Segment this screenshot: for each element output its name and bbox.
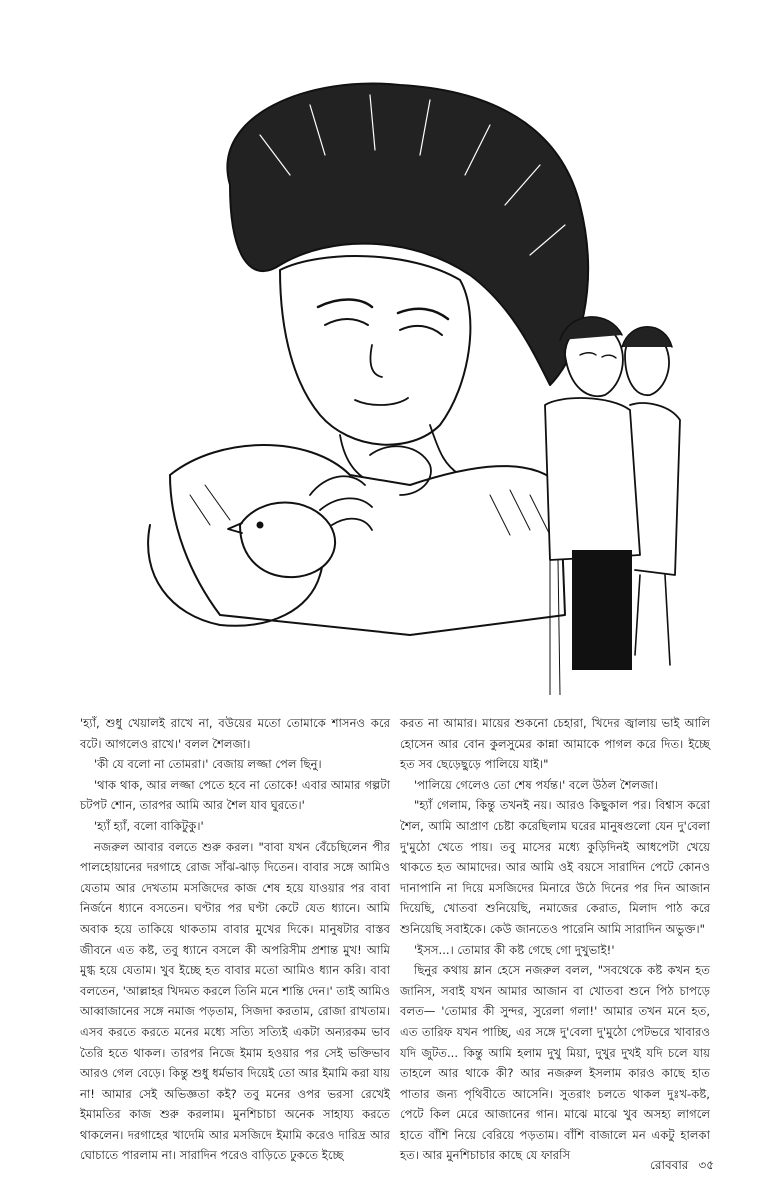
paragraph: 'হ্যাঁ হ্যাঁ, বলো বাকিটুকু।' xyxy=(94,818,204,833)
page-footer xyxy=(650,1157,714,1177)
paragraph: 'থাক থাক, আর লজ্জা পেতে হবে না তোকে! এবার আমার গল্পটা চটপট শোন, তারপর আমি আর শৈল যাব ঘুরতে।' xyxy=(80,777,390,813)
page-number: ৩৫ xyxy=(698,1158,714,1172)
boy-shirt xyxy=(170,445,565,635)
paragraph: "হ্যাঁ গেলাম, কিন্তু তখনই নয়। আরও কিছুকাল পর। বিশ্বাস করো শৈল, আমি আপ্রাণ চেষ্টা করেছিলাম ঘরের মানুষগুলো যেন দু'বেলা দু'মুঠো খেতে পায়। তবু মাসের মধ্যে কুড়িদিনই আধপেটা খেয়ে থাকতে হত আমাদের। আর আমি ওই বয়সে সারাদিন পেটে কোনও দানাপানি না দিয়ে মসজিদের মিনারে উঠে দিনের পর দিন আজান দিয়েছি, খোতবা শুনিয়েছি, নমাজের কেরাত, মিলাদ পাঠ করে শুনিয়েছি সবাইকে। কেউ জানতেও পারেনি আমি সারাদিন অভুক্ত।" xyxy=(400,798,710,936)
article-right-column xyxy=(400,713,710,1166)
article-left-column xyxy=(80,713,390,1166)
section-name: রোববার xyxy=(650,1158,689,1172)
paragraph: 'ইসস...। তোমার কী কষ্ট গেছে গো দুখুভাই!' xyxy=(414,942,615,957)
paragraph: 'পালিয়ে গেলেও তো শেষ পর্যন্ত।' বলে উঠল শৈলজা। xyxy=(414,777,659,792)
paragraph: 'কী যে বলো না তোমরা।' বেজায় লজ্জা পেল ছিনু। xyxy=(94,757,322,772)
paragraph: 'হ্যাঁ, শুধু খেয়ালই রাখে না, বউয়ের মতো তোমাকে শাসনও করে বটে। আগলেও রাখে।' বলল শৈলজা। xyxy=(80,716,390,751)
illustration xyxy=(110,55,700,695)
boy-face xyxy=(280,256,470,445)
paragraph: ছিনুর কথায় ম্লান হেসে নজরুল বলল, "সবথেকে কষ্ট কখন হত জানিস, সবাই যখন আমার আজান বা খোতবা শুনে পিঠ চাপড়ে বলত— 'তোমার কী সুন্দর, সুরেলা গলা!' আমার তখন মনে হত, এত তারিফ যখন পাচ্ছি, এর সঙ্গে দু'বেলা দু'মুঠো পেটভরে খাবারও যদি জুটত... কিন্তু আমি হলাম দুখু মিয়া, দুখুর দুখই যদি চলে যায় তাহলে আর থাকে কী? আর নজরুল ইসলাম কারও কাছে হাত পাতার জন্য পৃথিবীতে আসেনি। সুতরাং চলতে থাকল দুঃখ-কষ্ট, পেটে কিল মেরে আজানের গান। মাঝে মাঝে খুব অসহ্য লাগলে হাতে বাঁশি নিয়ে বেরিয়ে পড়তাম। বাঁশি বাজালে মন একটু হালকা হত। আর মুনশিচাচার কাছে যে ফারসি xyxy=(400,963,710,1163)
paragraph: করত না আমার। মায়ের শুকনো চেহারা, খিদের জ্বালায় ভাই আলি হোসেন আর বোন কুলসুমের কান্না আমাকে পাগল করে দিত। ইচ্ছে হত সব ছেড়েছুড়ে পালিয়ে যাই।" xyxy=(400,716,710,772)
paragraph: নজরুল আবার বলতে শুরু করল। "বাবা যখন বেঁচেছিলেন পীর পালহোয়ানের দরগাহে রোজ সাঁঝ-ঝাড় দিতেন। বাবার সঙ্গে আমিও যেতাম আর দেখতাম মসজিদের কাজ শেষ হয়ে যাওয়ার পর বাবা নির্জনে ধ্যানে বসতেন। ঘণ্টার পর ঘণ্টা কেটে যেত ধ্যানে। আমি অবাক হয়ে তাকিয়ে থাকতাম বাবার মুখের দিকে। মানুষটার বাস্তব জীবনে এত কষ্ট, তবু ধ্যানে বসলে কী অপরিসীম প্রশান্ত মুখ! আমি মুগ্ধ হয়ে যেতাম। খুব ইচ্ছে হত বাবার মতো আমিও ধ্যান করি। বাবা বলতেন, 'আল্লাহর খিদমত করলে তিনি মনে শান্তি দেন।' তাই আমিও আব্বাজানের সঙ্গে নমাজ পড়তাম, সিজদা করতাম, রোজা রাখতাম। এসব করতে করতে মনের মধ্যে সত্যি সত্যিই একটা অন্যরকম ভাব তৈরি হতে থাকল। তারপর নিজে ইমাম হওয়ার পর সেই ভক্তিভাব আরও গেল বেড়ে। কিন্তু শুধু ধর্মভাব দিয়েই তো আর ইমামি করা যায় না! আমার সেই অভিজ্ঞতা কই? তবু মনের ওপর ভরসা রেখেই ইমামতির কাজ শুরু করলাম। মুনশিচাচা অনেক সাহায্য করতে থাকলেন। দরগাহের খাদেমি আর মসজিদে ইমামি করেও দারিদ্র আর ঘোচাতে পারলাম না। সারাদিন পরেও বাড়িতে ঢুকতে ইচ্ছে xyxy=(80,839,390,1163)
